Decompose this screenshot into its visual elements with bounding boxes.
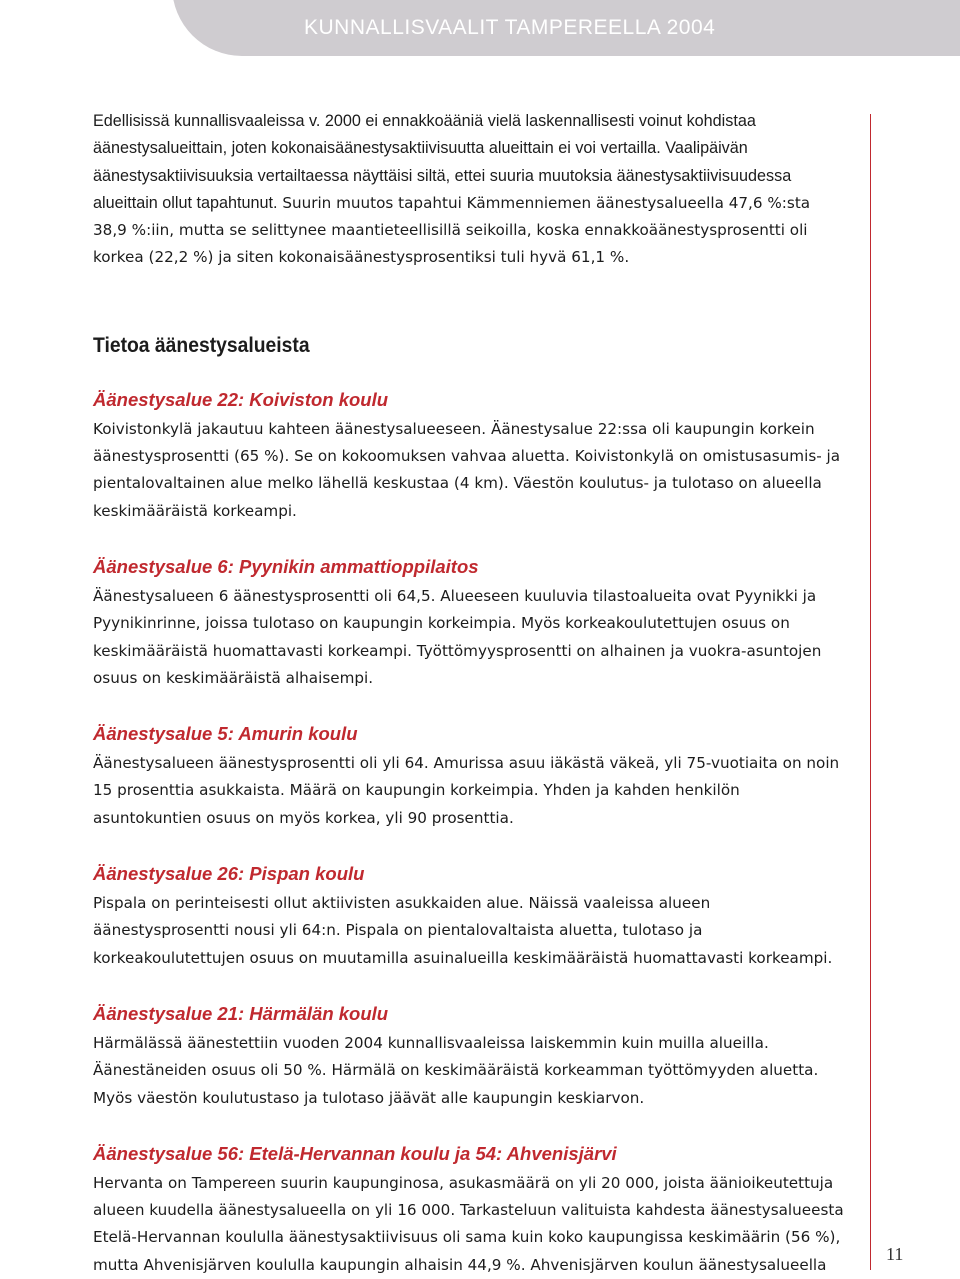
area-title: Äänestysalue 6: Pyynikin ammattioppilaitos — [93, 555, 479, 577]
margin-rule — [870, 114, 871, 1270]
area-text: Härmälässä äänestettiin vuoden 2004 kunnallisvaaleissa laiskemmin kuin muilla alueilla. Äänestäneiden osuus oli 50 %. Härmälä on keskimääräistä korkeamman työttömyyden aluetta. Myös väestön koulutustaso ja tulotaso jäävät alle kaupungin keskiarvon. — [93, 1033, 819, 1107]
area-block — [93, 998, 845, 1112]
page-content — [93, 108, 845, 1279]
area-text: Äänestysalueen äänestysprosentti oli yli 64. Amurissa asuu iäkästä väkeä, yli 75-vuotiaita on noin 15 prosenttia asukkaista. Määrä on kaupungin korkeimpia. Yhden ja kahden henkilön asuntokuntien osuus on myös korkea, yli 90 prosenttia. — [93, 754, 840, 827]
section-title: Tietoa äänestysalueista — [93, 333, 310, 357]
area-title: Äänestysalue 56: Etelä-Hervannan koulu ja 54: Ahvenisjärvi — [93, 1142, 617, 1164]
area-text: Hervanta on Tampereen suurin kaupunginosa, asukasmäärä on yli 20 000, joista äänioikeutettuja alueen kuudella äänestysalueella on yli 16 000. Tarkasteluun valituista kahdesta äänestysalueesta Etelä-Hervannan koululla äänestysaktiivisuus oli sama kuin koko kaupungissa keskimäärin (56 %), mutta Ahvenisjärven koululla kaupungin alhaisin 44,9 %. Ahvenisjärven koulun äänestysalueella — [93, 1173, 844, 1274]
page-header — [0, 0, 960, 56]
area-title: Äänestysalue 22: Koiviston koulu — [93, 388, 389, 410]
area-title: Äänestysalue 26: Pispan koulu — [93, 863, 365, 885]
area-block — [93, 1138, 845, 1279]
intro-text-b: Suurin muutos tapahtui Kämmenniemen äänestysalueella 47,6 %:sta 38,9 %:iin, mutta se selittynee maantieteellisillä seikoilla, koska ennakkoäänestysprosentti oli korkea (22,2 %) ja siten kokonaisäänestysprosentiksi tuli hyvä 61,1 %. — [93, 193, 811, 267]
page-number: 11 — [886, 1244, 904, 1264]
area-block — [93, 718, 845, 832]
area-text: Koivistonkylä jakautuu kahteen äänestysalueeseen. Äänestysalue 22:ssa oli kaupungin korkein äänestysprosentti (65 %). Se on kokoomuksen vahvaa aluetta. Koivistonkylä on omistusasumis- ja pientalovaltainen alue melko lähellä keskustaa (4 km). Väestön koulutus- ja tulotaso on alueella keskimääräistä korkeampi. — [93, 419, 841, 520]
area-block — [93, 858, 845, 972]
header-title: KUNNALLISVAALIT TAMPEREELLA 2004 — [304, 16, 716, 39]
area-block — [93, 384, 845, 525]
area-title: Äänestysalue 21: Härmälän koulu — [93, 1002, 389, 1024]
intro-text-a: Edellisissä kunnallisvaaleissa v. 2000 ei ennakkoääniä vielä laskennallisesti voinut kohdistaa äänestysalueittain, joten kokonaisäänestysaktiivisuutta alueittain ei voi vertailla. Vaalipäivän äänestysaktiivisuuksia vertailtaessa näyttäisi siltä, ettei suuria muutoksia äänestysaktiivisuudessa alueittain ollut tapahtunut. — [93, 112, 792, 212]
area-text: Äänestysalueen 6 äänestysprosentti oli 64,5. Alueeseen kuuluvia tilastoalueita ovat Pyynikki ja Pyynikinrinne, joissa tulotaso on kaupungin korkeimpia. Myös korkeakoulutettujen osuus on keskimääräistä huomattavasti korkeampi. Työttömyysprosentti on alhainen ja vuokra-asuntojen osuus on keskimääräistä alhaisempi. — [93, 586, 822, 687]
area-text: Pispala on perinteisesti ollut aktiivisten asukkaiden alue. Näissä vaaleissa alueen äänestysprosentti nousi yli 64:n. Pispala on pientalovaltaista aluetta, tulotaso ja korkeakoulutettujen osuus on muutamilla asuinalueilla keskimääräistä huomattavasti korkeampi. — [93, 894, 833, 967]
intro-paragraph — [93, 108, 845, 272]
area-block — [93, 551, 845, 692]
area-title: Äänestysalue 5: Amurin koulu — [93, 723, 358, 745]
